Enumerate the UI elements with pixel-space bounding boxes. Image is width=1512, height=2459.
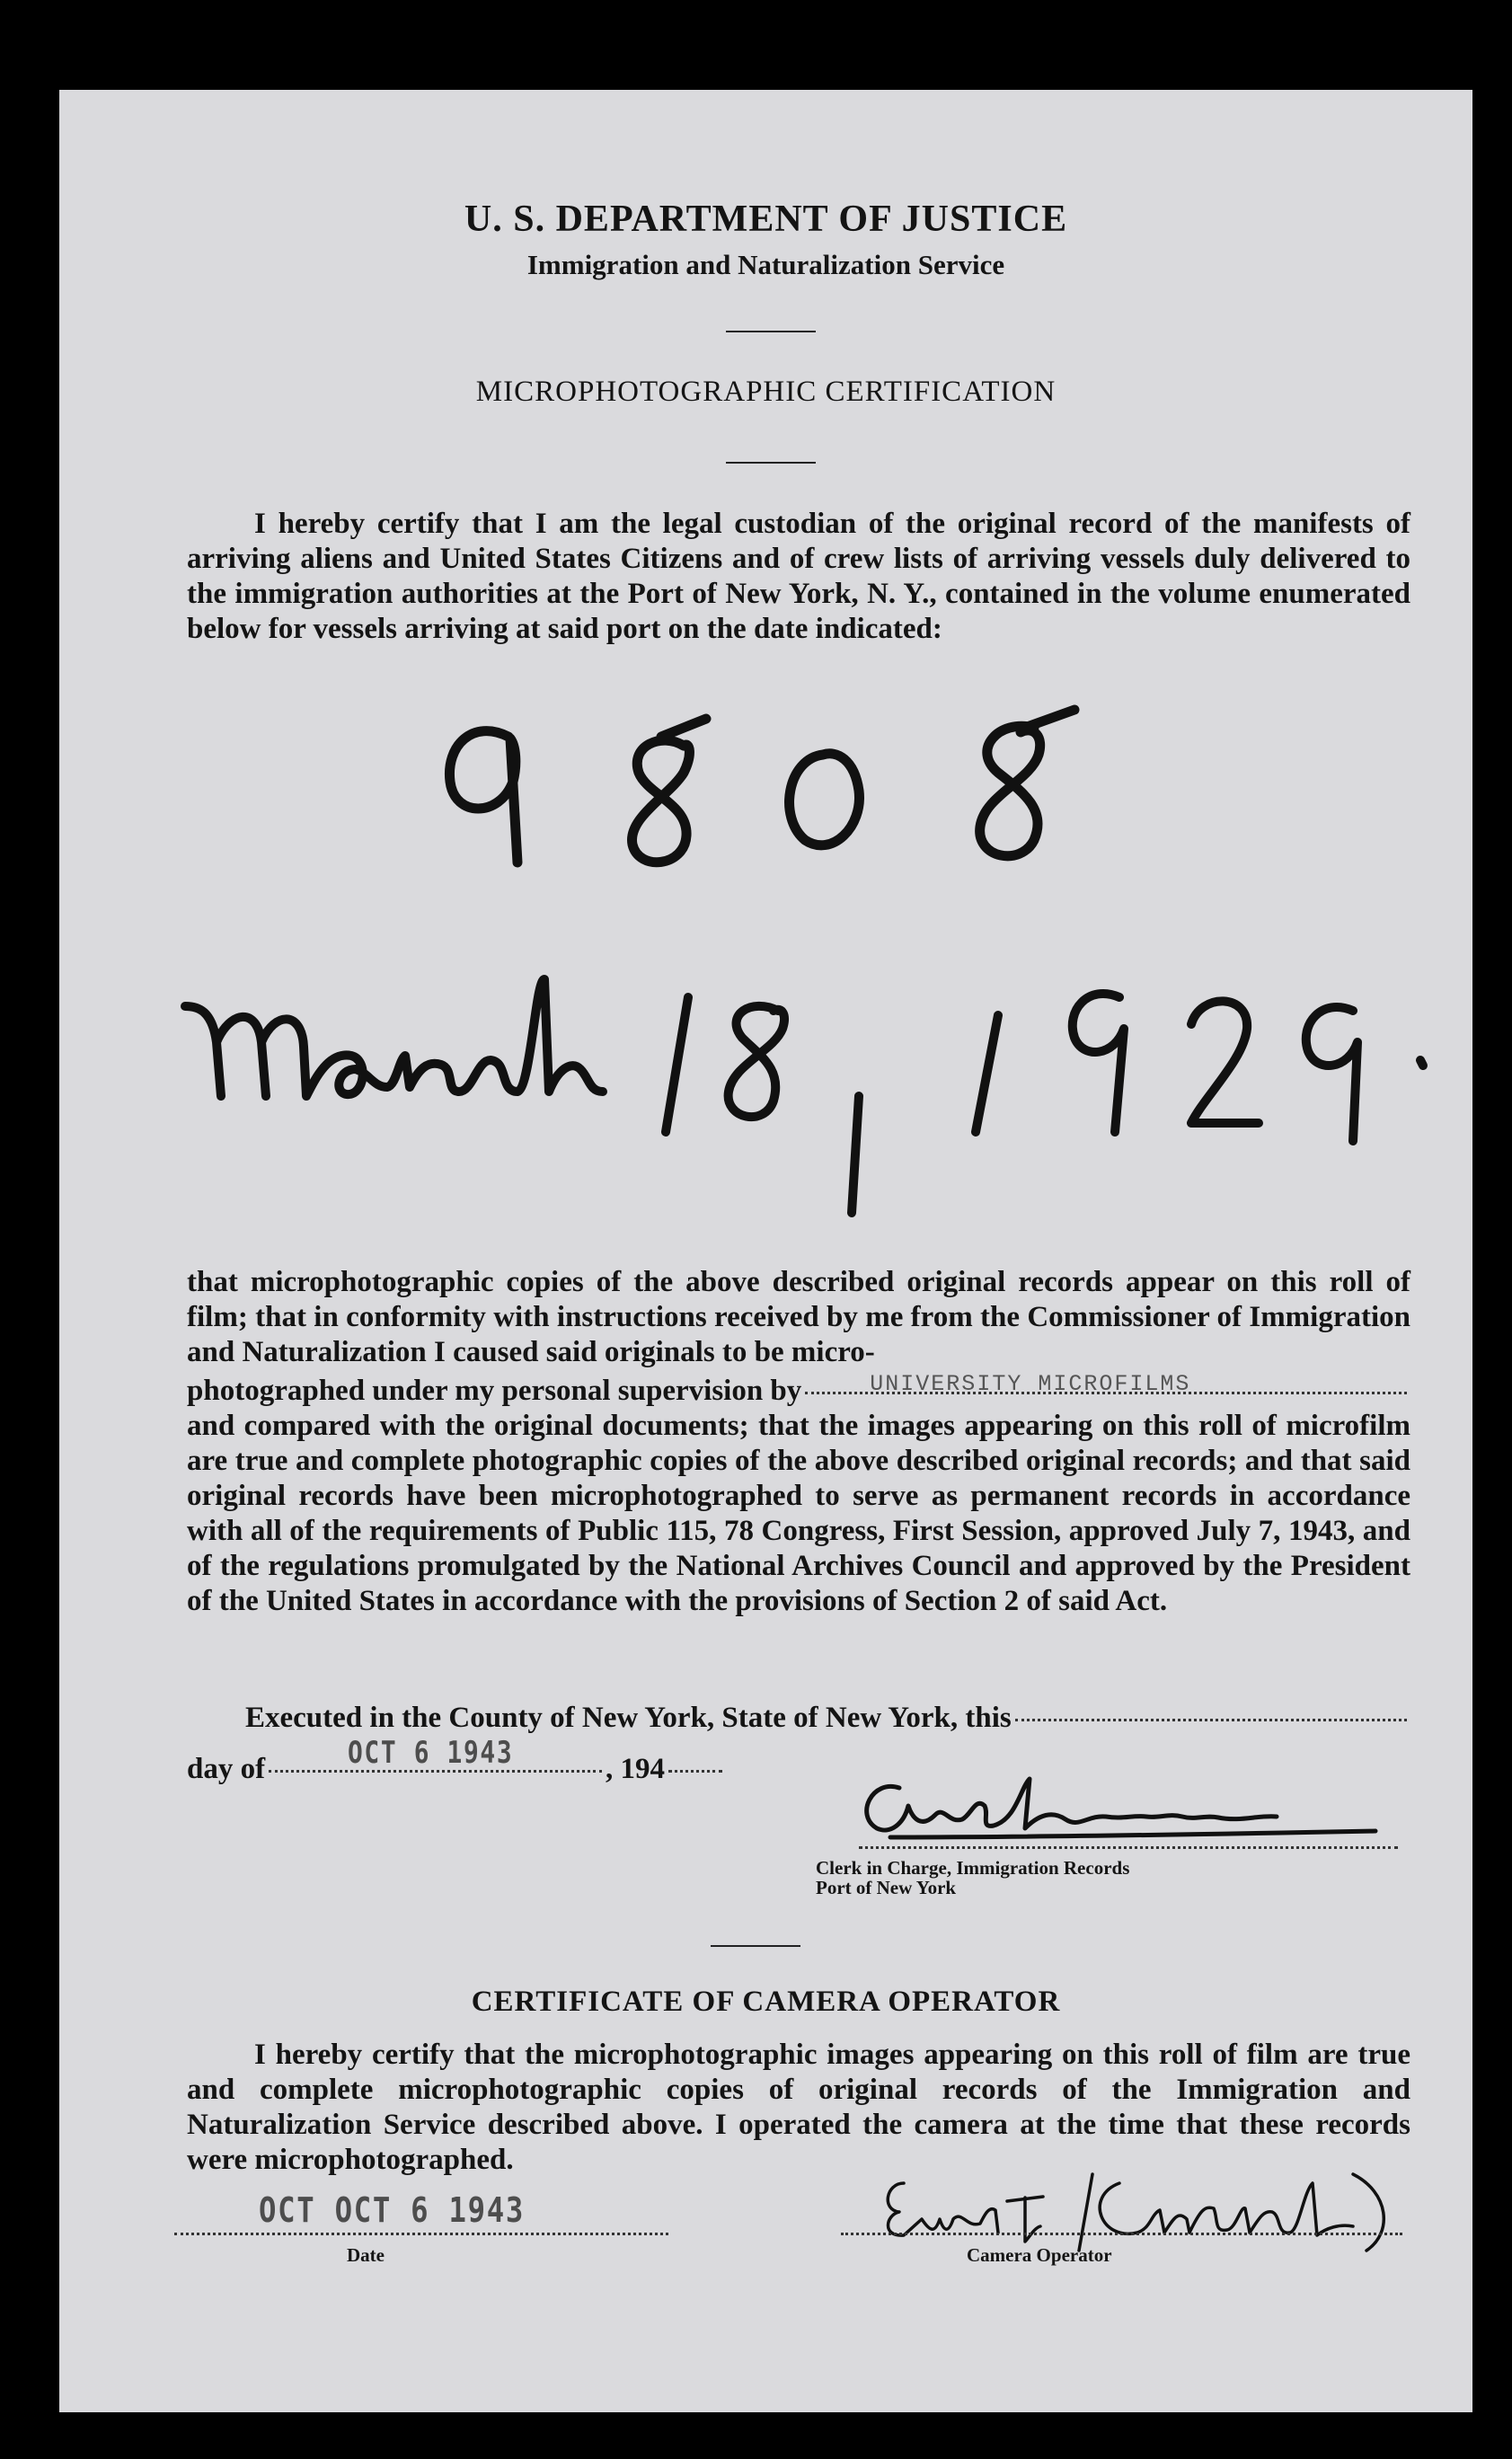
certification-body xyxy=(187,1265,1410,1619)
date-stamp: OCT 6 1943 xyxy=(348,1735,514,1771)
dotted-fill-line xyxy=(668,1770,722,1773)
executed-line xyxy=(187,1701,1410,1736)
camera-operator-label: Camera Operator xyxy=(967,2244,1112,2266)
camera-operator-signature xyxy=(850,2156,1407,2255)
certificate-page xyxy=(59,90,1472,2412)
divider xyxy=(711,1945,800,1947)
camera-certificate-paragraph: I hereby certify that the microphotographic images appearing on this roll of film are true and complete microphotographic copies of original records of the Immigration and Naturalization Service described above. I operated the camera at the time that these records were microphotographed. xyxy=(187,2039,1410,2176)
handwritten-date xyxy=(113,925,1461,1267)
day-of-line xyxy=(187,1735,726,1787)
year-prefix: , 194 xyxy=(606,1753,665,1785)
dotted-fill-line xyxy=(1015,1719,1407,1721)
supervision-line xyxy=(187,1371,1410,1409)
service-subheading: Immigration and Naturalization Service xyxy=(526,249,1005,280)
clerk-signature xyxy=(836,1752,1411,1860)
day-of-label: day of xyxy=(187,1753,266,1785)
camera-certificate-heading: CERTIFICATE OF CAMERA OPERATOR xyxy=(471,1986,1061,2018)
camera-date-line xyxy=(174,2233,668,2235)
clerk-title xyxy=(816,1858,1129,1897)
dotted-fill-line xyxy=(269,1735,602,1773)
date-label: Date xyxy=(347,2244,385,2266)
supervisor-name: UNIVERSITY MICROFILMS xyxy=(870,1371,1191,1397)
divider xyxy=(726,331,816,332)
supervision-label: photographed under my personal supervision by xyxy=(187,1375,802,1407)
camera-date-stamp: OCT OCT 6 1943 xyxy=(259,2190,526,2230)
department-heading: U. S. DEPARTMENT OF JUSTICE xyxy=(464,199,1068,240)
clerk-title-line-2: Port of New York xyxy=(816,1877,957,1898)
body-part-1: that microphotographic copies of the above described original records appear on this roll of film; that in conformity with instructions received by me from the Commissioner of Immigration and Naturalization I caused said originals to be micro- xyxy=(187,1266,1410,1368)
clerk-title-line-1: Clerk in Charge, Immigration Records xyxy=(816,1857,1130,1879)
camera-operator-line xyxy=(841,2233,1402,2235)
executed-text: Executed in the County of New York, State of New York, this xyxy=(245,1702,1012,1734)
clerk-signature-line xyxy=(859,1846,1398,1849)
body-part-2: and compared with the original documents; that the images appearing on this roll of microfilm are true and complete photographic copies of the above described original records; and that said original records have been microphotographed to serve as permanent records in accordance with all of the requirements of Public 115, 78 Congress, First Session, approved July 7, 1943, and of the regulations promulgated by the National Archives Council and approved by the President of the United States in accordance with the provisions of Section 2 of said Act. xyxy=(187,1410,1410,1617)
divider xyxy=(726,462,816,464)
intro-paragraph: I hereby certify that I am the legal custodian of the original record of the manifests of arriving aliens and United States Citizens and of crew lists of arriving vessels duly delivered to the immigration authorities at the Port of New York, N. Y., contained in the volume enumerated below for vessels arriving at said port on the date indicated: xyxy=(187,508,1410,645)
dotted-fill-line xyxy=(805,1371,1407,1397)
certification-title: MICROPHOTOGRAPHIC CERTIFICATION xyxy=(475,376,1057,408)
